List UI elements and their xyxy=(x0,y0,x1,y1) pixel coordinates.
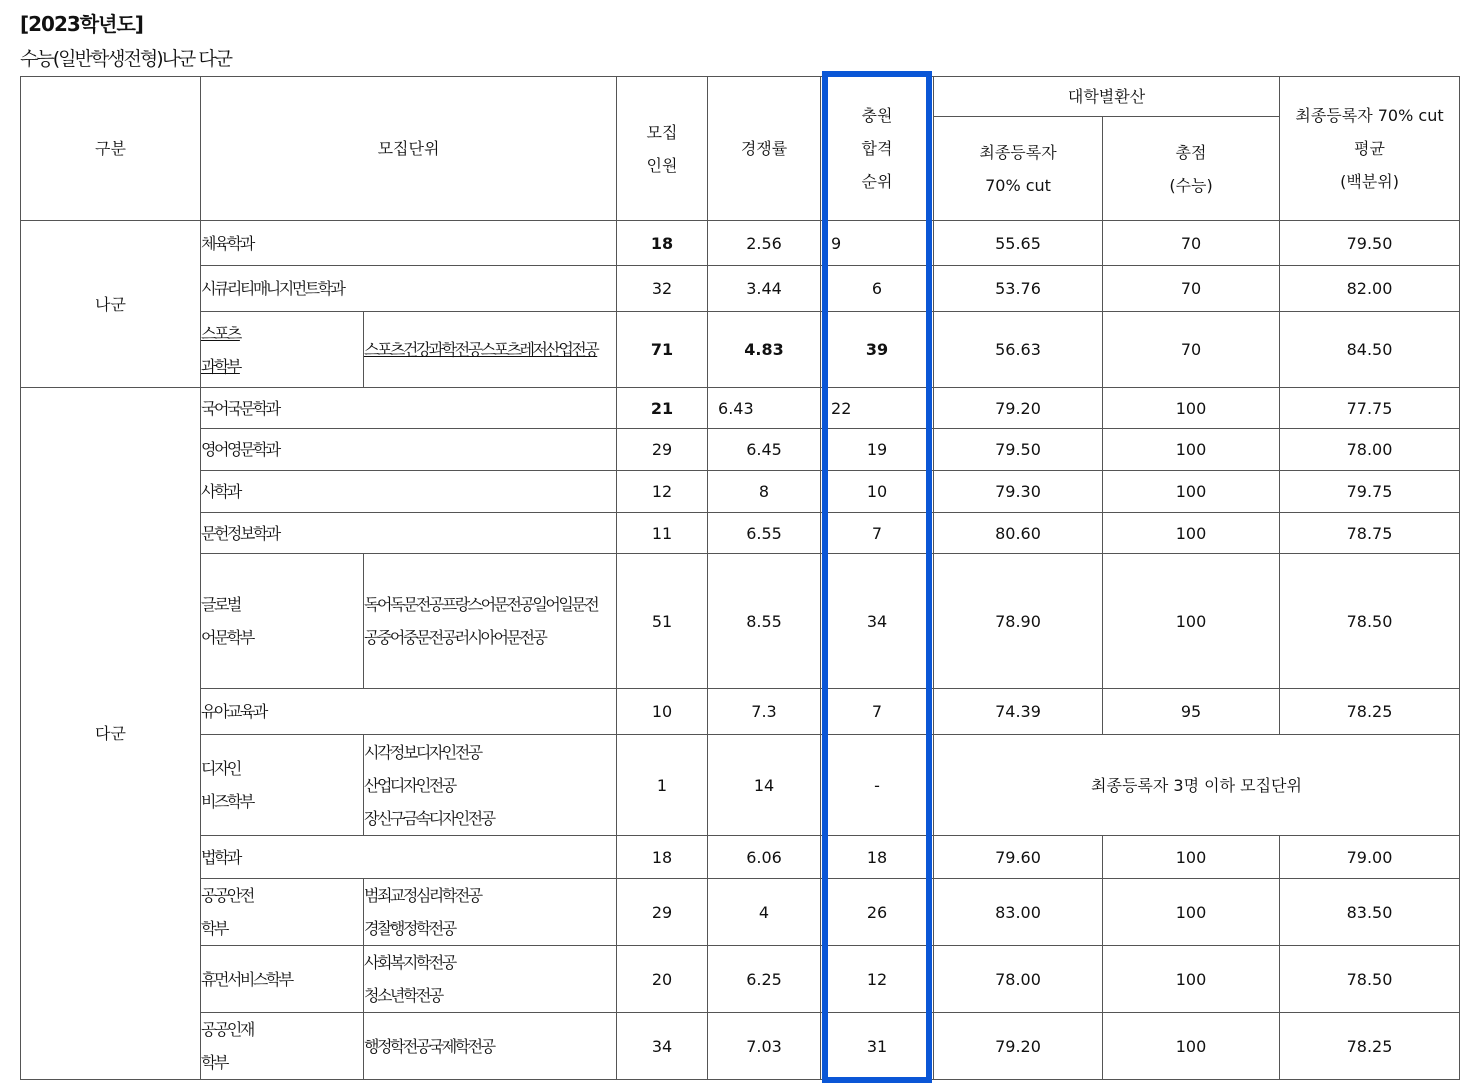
final-avg: 82.00 xyxy=(1280,266,1460,312)
total: 100 xyxy=(1103,471,1280,513)
unit-name: 공공안전 학부 xyxy=(201,879,364,946)
table-row xyxy=(21,946,1460,1013)
total: 100 xyxy=(1103,836,1280,879)
table-row xyxy=(21,879,1460,946)
unit-name: 유아교육과 xyxy=(201,689,617,735)
final-avg: 79.75 xyxy=(1280,471,1460,513)
final-avg: 78.75 xyxy=(1280,513,1460,554)
extra-rank: 31 xyxy=(821,1013,934,1080)
quota: 1 xyxy=(617,735,708,836)
cut70: 79.20 xyxy=(934,388,1103,429)
cut70: 53.76 xyxy=(934,266,1103,312)
table-row xyxy=(21,221,1460,266)
competition: 6.43 xyxy=(708,388,821,429)
total: 70 xyxy=(1103,221,1280,266)
major-name: 행정학전공국제학전공 xyxy=(364,1013,617,1080)
cut70: 55.65 xyxy=(934,221,1103,266)
table-row xyxy=(21,471,1460,513)
table-row xyxy=(21,266,1460,312)
quota: 21 xyxy=(617,388,708,429)
major-name: 범죄교정심리학전공 경찰행정학전공 xyxy=(364,879,617,946)
quota: 32 xyxy=(617,266,708,312)
final-avg: 79.00 xyxy=(1280,836,1460,879)
final-avg: 78.25 xyxy=(1280,689,1460,735)
quota: 12 xyxy=(617,471,708,513)
header-cut70: 최종등록자 70% cut xyxy=(934,117,1103,221)
extra-rank: 39 xyxy=(821,312,934,388)
competition: 7.3 xyxy=(708,689,821,735)
cut70: 79.60 xyxy=(934,836,1103,879)
unit-name: 휴먼서비스학부 xyxy=(201,946,364,1013)
cut70: 78.90 xyxy=(934,554,1103,689)
extra-rank: 10 xyxy=(821,471,934,513)
cut70: 78.00 xyxy=(934,946,1103,1013)
unit-name: 문헌정보학과 xyxy=(201,513,617,554)
total: 100 xyxy=(1103,1013,1280,1080)
quota: 34 xyxy=(617,1013,708,1080)
final-avg: 78.50 xyxy=(1280,554,1460,689)
extra-rank: 12 xyxy=(821,946,934,1013)
quota: 51 xyxy=(617,554,708,689)
header-total: 총점 (수능) xyxy=(1103,117,1280,221)
extra-rank: 22 xyxy=(821,388,934,429)
cut70: 80.60 xyxy=(934,513,1103,554)
cut70: 56.63 xyxy=(934,312,1103,388)
competition: 6.06 xyxy=(708,836,821,879)
quota: 18 xyxy=(617,221,708,266)
header-unit: 모집단위 xyxy=(201,77,617,221)
table-row xyxy=(21,429,1460,471)
quota: 20 xyxy=(617,946,708,1013)
table-row xyxy=(21,554,1460,689)
unit-name: 영어영문학과 xyxy=(201,429,617,471)
header-quota: 모집 인원 xyxy=(617,77,708,221)
major-name: 시각정보디자인전공 산업디자인전공 장신구금속디자인전공 xyxy=(364,735,617,836)
quota: 18 xyxy=(617,836,708,879)
major-name: 독어독문전공프랑스어문전공일어일문전 공중어중문전공러시아어문전공 xyxy=(364,554,617,689)
table-row xyxy=(21,388,1460,429)
competition: 8 xyxy=(708,471,821,513)
header-competition: 경쟁률 xyxy=(708,77,821,221)
competition: 14 xyxy=(708,735,821,836)
total: 70 xyxy=(1103,312,1280,388)
final-avg: 78.50 xyxy=(1280,946,1460,1013)
header-extra-rank: 충원 합격 순위 xyxy=(821,77,934,221)
final-avg: 79.50 xyxy=(1280,221,1460,266)
header-univ-calc: 대학별환산 xyxy=(934,77,1280,117)
total: 100 xyxy=(1103,513,1280,554)
table-row xyxy=(21,689,1460,735)
final-avg: 83.50 xyxy=(1280,879,1460,946)
unit-name: 법학과 xyxy=(201,836,617,879)
extra-rank: 9 xyxy=(821,221,934,266)
final-avg: 78.25 xyxy=(1280,1013,1460,1080)
quota: 71 xyxy=(617,312,708,388)
final-avg: 77.75 xyxy=(1280,388,1460,429)
table-row xyxy=(21,836,1460,879)
total: 100 xyxy=(1103,879,1280,946)
extra-rank: 34 xyxy=(821,554,934,689)
competition: 4 xyxy=(708,879,821,946)
final-avg: 84.50 xyxy=(1280,312,1460,388)
extra-rank: 7 xyxy=(821,689,934,735)
total: 95 xyxy=(1103,689,1280,735)
unit-name: 디자인 비즈학부 xyxy=(201,735,364,836)
total: 70 xyxy=(1103,266,1280,312)
total: 100 xyxy=(1103,946,1280,1013)
cut70: 74.39 xyxy=(934,689,1103,735)
extra-rank: - xyxy=(821,735,934,836)
extra-rank: 7 xyxy=(821,513,934,554)
unit-name: 공공인재 학부 xyxy=(201,1013,364,1080)
quota: 11 xyxy=(617,513,708,554)
cut70: 79.20 xyxy=(934,1013,1103,1080)
cut70: 83.00 xyxy=(934,879,1103,946)
note-small-unit: 최종등록자 3명 이하 모집단위 xyxy=(934,735,1460,836)
extra-rank: 26 xyxy=(821,879,934,946)
table-row xyxy=(21,1013,1460,1080)
total: 100 xyxy=(1103,429,1280,471)
competition: 3.44 xyxy=(708,266,821,312)
competition: 4.83 xyxy=(708,312,821,388)
extra-rank: 18 xyxy=(821,836,934,879)
year-title: [2023학년도] xyxy=(20,12,143,36)
extra-rank: 19 xyxy=(821,429,934,471)
cut70: 79.30 xyxy=(934,471,1103,513)
total: 100 xyxy=(1103,388,1280,429)
competition: 8.55 xyxy=(708,554,821,689)
extra-rank: 6 xyxy=(821,266,934,312)
unit-name: 국어국문학과 xyxy=(201,388,617,429)
unit-name: 체육학과 xyxy=(201,221,617,266)
competition: 2.56 xyxy=(708,221,821,266)
unit-name: 글로벌 어문학부 xyxy=(201,554,364,689)
major-name: 사회복지학전공 청소년학전공 xyxy=(364,946,617,1013)
unit-name: 스포츠 과학부 xyxy=(201,312,364,388)
admission-results-table xyxy=(20,76,1460,1080)
final-avg: 78.00 xyxy=(1280,429,1460,471)
competition: 6.45 xyxy=(708,429,821,471)
group-da: 다군 xyxy=(21,388,201,1080)
competition: 6.55 xyxy=(708,513,821,554)
quota: 29 xyxy=(617,879,708,946)
cut70: 79.50 xyxy=(934,429,1103,471)
table-row xyxy=(21,735,1460,836)
table-row xyxy=(21,312,1460,388)
total: 100 xyxy=(1103,554,1280,689)
admission-subtitle: 수능(일반학생전형)나군 다군 xyxy=(20,48,232,70)
header-final-avg: 최종등록자 70% cut 평균 (백분위) xyxy=(1280,77,1460,221)
quota: 29 xyxy=(617,429,708,471)
unit-name: 사학과 xyxy=(201,471,617,513)
quota: 10 xyxy=(617,689,708,735)
table-row xyxy=(21,513,1460,554)
unit-name: 시큐리티매니지먼트학과 xyxy=(201,266,617,312)
major-name: 스포츠건강과학전공스포츠레저산업전공 xyxy=(364,312,617,388)
header-division: 구분 xyxy=(21,77,201,221)
competition: 6.25 xyxy=(708,946,821,1013)
group-na: 나군 xyxy=(21,221,201,388)
competition: 7.03 xyxy=(708,1013,821,1080)
